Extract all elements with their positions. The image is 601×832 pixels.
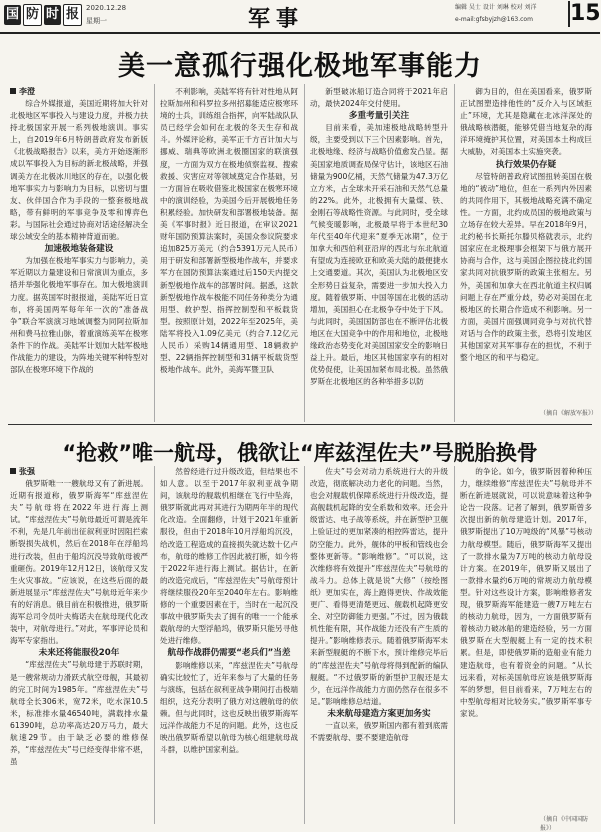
article2-source-credit: （摘自《中国国防报》） xyxy=(540,816,589,832)
article2-column-1 xyxy=(10,478,148,824)
paragraph: 综合外媒报道，美国近期将加大针对北极地区军事投入与建设力度，并极力扶持北极国家开展一系列极地演训。事实上，自2019年6月特朗普政府发布新版《北极战略报告》以来，美方开始逐渐形成以军事投入为目标的新北极战略，并强调美方在北极冰川地区的存在，以强化极地军事实力与影响力为目标，以密切与盟友、伙伴国合作为手段的一整套极地战略，带有鲜明的军事竞争及零和博弈色彩。与国际社会通过协商对话途径解决全球公域安全的基本精神背道而驰。 xyxy=(10,99,148,242)
bullet-square-icon xyxy=(10,88,16,94)
article2-column-2 xyxy=(160,466,298,824)
section-title: 军事 xyxy=(248,6,305,32)
article1-subheading-3: 执行效果仍存疑 xyxy=(495,159,557,170)
paragraph: 目前来看，美加速极地战略转型升级，主要受到以下三个因素影响。首先，北极地缘、经济与战略价值愈发凸显。据美国家地质调查局保守估计，该地区石油储量为900亿桶，天然气储量为47.3万亿立方米，占全球未开采石油和天然气总量的22%。此外，北极拥有大量煤、铁、金刚石等战略性资源。与此同时，受全球气候变暖影响，北极最早将于本世纪30年代至40年代迎来“夏季无冰期”，位于加拿大和西伯利亚沿岸的西北与东北航道有望成为连接欧亚和欧美大陆的最便捷水上交通要道。其次，美国认为北极地区安全形势日益复杂，需要进一步加大投入力度。随着俄罗斯、中国等国在北极的活动增加，美国担心在北极争夺中处于下风。与此同时，美国国防部也在不断评估北极地区在大国竞争中的作用和地位，北极地缘政治态势变化对美国国家安全的影响日益上升。最后，地区其他国家享有的相对优势促使，让美国加紧布局北极。虽然俄罗斯在北极地区的各种举措多以防 xyxy=(310,123,448,387)
section-divider xyxy=(8,424,592,425)
article1-headline: 美一意孤行强化极地军事能力 xyxy=(118,51,482,82)
paragraph: 佐夫”号会对动力系统进行大的升级改造，彻底解决动力老化的问题。当然，也会对舰载机保障系统进行升级改造，提高舰载机起降的安全系数和效率。还会升级雷达、电子战等系统，并在新型护卫舰上验证过的更加紧凑的相控阵雷达，提升防空能力。此外，舰体的甲板和管线也会整体更新等。“影响维修”。“可以说，这次维修将有效提升“库兹涅佐夫”号航母的战斗力。总体上就是说“大修”（按绘图纸）更加实在，海上跑得更快、作战效能更广、看得更清楚更远、舰载机起降更安全、对空防御能力更强。”不过，因为俄载机性能有限，其作战能力还没有产生质的提升。”影响维修表示。随着俄罗斯海军未来新型舰艇的不断下水，预计维修完毕后的“库兹涅佐夫”号航母将得到配新的编队舰艇。“不过俄罗斯的新型护卫舰还是太少，在远洋作战能力方面仍然存在很多不足。”影响维修总结道。 xyxy=(310,467,448,706)
article2-headline: “抢救”唯一航母，俄欲让“库兹涅佐夫”号脱胎换骨 xyxy=(62,441,538,465)
paragraph: 御为目的，但在美国看来，俄罗斯正试图塑造排他性的“反介入与区域拒止”环境，尤其是隐藏在北冰洋深处的俄战略核潜艇，能够凭借当地复杂的海洋环境掩护其位置，对美国本土构成巨大威胁，对美国本土实施突袭。 xyxy=(460,87,592,157)
article2-subheading-3: 未来航母建造方案更加务实 xyxy=(327,708,431,719)
editor-credits: 编辑 吴士 设计 刘琳 校对 刘洋 xyxy=(455,4,537,11)
editor-email: e-mail:gfsbyjzh@163.com xyxy=(455,16,533,23)
article1-column-2 xyxy=(160,86,298,418)
article1-byline xyxy=(10,86,35,97)
logo-char: 国 xyxy=(4,5,21,25)
paragraph: 为加强在极地军事实力与影响力，美军近期以力量建设和日常演训为重点，多措并举强化极地军事存在。加大极地演训力度。据英国军时报报道，美陆军近日宣布，将美国两军每年年一次的“准备战争”联合军演演习地域调整为同阿拉斯加州和费马拉雅山脉，着重演练美军在极寒条件下的作战。美陆军计划加大陆军极地作战能力的建设，为阵地关键军种特型对部队在极寒环境下作战的 xyxy=(10,256,148,375)
paragraph: 的争论。如今，俄罗斯因着种种压力，继续维修“库兹涅佐夫”号航母并不断在新进展就说，可以说意味着这种争论告一段落。记者了解到，俄罗斯曾多次提出新的航母建造计划。2017年，俄罗斯提出了10万吨级的“风暴”号核动力航母模型。随后，俄罗斯海军又提出了一款排水量为7万吨的核动力航母设计方案。在2019年，俄罗斯又展出了一款排水量约6万吨的常规动力航母模型。针对这些设计方案，影响维修者发现，俄罗斯海军能建造一艘7万吨左右的核动力航母，因为，一方面俄罗斯有着核动力破冰船的建造经验，另一方面俄罗斯在大型舰艇上有一定的技术积累。但是，即使俄罗斯的造船业有能力建造航母，也有着资金的问题。“从长远来看，对标美国航母应该是俄罗斯海军的梦想，但目前看来，7万吨左右的中型航母相对比较务实。”俄罗斯军事专家说。 xyxy=(460,467,592,718)
article2-author: 张强 xyxy=(19,467,35,476)
article1-column-4 xyxy=(460,86,592,404)
paragraph: 新型破冰船订造合同将于2021年启动，最快2024年交付使用。 xyxy=(310,87,448,109)
paragraph: 尽管特朗普政府试图扭转美国在极地的“被动”地位，但在一系列内外因素的共同作用下，其极地战略充满不确定性。一方面，北约成员国的极地政策与立场存在较大差异。早在2018年9月，北约秘书长斯托尔滕贝格就表示，北约国家应在北极理事会框架下与俄方展开协商与合作，这与美国企图拉拢北约国家共同对抗俄罗斯的政策主张相左。另外，美国和加拿大在西北航道主权归属问题上存在严重分歧，势必对美国在北极地区的长期合作造成不利影响。另一方面，美国片面强调同竞争与对抗代替对话与合作的政策主张，恐将引发地区其他国家对其军事存在的担忧，不利于整个地区的和平与稳定。 xyxy=(460,171,592,363)
article2-column-3 xyxy=(310,466,448,824)
paragraph: 一直以来，俄罗斯国内都有着到底需不需要航母、要不要建造航母 xyxy=(310,720,448,743)
column-divider xyxy=(304,84,305,422)
article1-subheading-1: 加速极地装备建设 xyxy=(44,244,114,255)
paragraph: 影响维修以来，“库兹涅佐夫”号航母确实比较忙了，近年来参与了大量的任务与演练，包括在叙利亚战争期间打击极端组织，这充分表明了俄方对这艘航母的依赖。但与此同时，这也反映出俄罗斯海军远洋作战能力不足的问题。此外，这也反映出俄罗斯希望以航母为核心组建航母战斗群，以维护国家利益。 xyxy=(160,660,298,755)
logo-char: 报 xyxy=(63,4,82,26)
page-number: 15 xyxy=(570,1,601,26)
issue-weekday: 星期一 xyxy=(86,17,107,25)
column-divider xyxy=(454,84,455,422)
column-divider xyxy=(154,84,155,422)
article1-source-credit: （摘自《解放军报》） xyxy=(540,410,598,417)
masthead xyxy=(0,0,600,34)
paragraph: 俄罗斯唯一一艘航母又有了新进展。近期有报道称，俄罗斯海军“库兹涅佐夫”号航母将在2022年进行海上测试。“库兹涅佐夫”号航母最近可谓是流年不利，先是几年前出征叙利亚时因阻拦索断裂损失战机，然后在2018年在浮船坞进行改装，但由于船坞沉没导致航母被严重砸伤。2019年12月12日，该航母又发生火灾事故。“应该说，在这些后面的最新进展显示“库兹涅佐夫”号航母近年来少有的好消息。俄目前在积极推进，俄罗斯海军总司令员叶夫梅诺夫在航母现代化改装中，对航母进行。”对此，军事评论员和海军专家指出。 xyxy=(10,479,148,646)
newspaper-logo xyxy=(4,3,82,27)
column-divider xyxy=(454,466,455,824)
article2-subheading-1: 未来还将能服役20年 xyxy=(38,648,120,659)
article1-column-3 xyxy=(310,86,448,418)
article1-author: 李澄 xyxy=(19,87,35,96)
logo-char: 防 xyxy=(23,4,42,26)
article1-subheading-2: 多重考量引关注 xyxy=(348,111,410,122)
article2-subheading-2: 航母作战群仍需要“老兵们”当差 xyxy=(167,648,291,659)
bullet-square-icon xyxy=(10,468,16,474)
column-divider xyxy=(304,466,305,824)
issue-date: 2020.12.28 xyxy=(86,4,127,12)
paragraph: 然曾经进行过升级改造，但结果也不如人意。以至于2017年叙利亚战争期间，该航母的舰载机相继在飞行中坠海，俄罗斯就此再对其进行为期两年半的现代化改造。全面翻修，计划于2021年重新服役，但由于2018年10月浮船坞沉没，给改造工程造成的直接损失就达数十亿卢布，航母的维修工作因此被打断，如今将于2022年进行海上测试。据估计，在新的改造完成后，“库兹涅佐夫”号航母预计将继续服役20年至2040年左右。影响维修的一个重要因素在于，当时在一起沉没事故中俄罗斯失去了拥有的唯一一个能承载航母的大型浮船坞，俄罗斯只能另寻他处进行维修。 xyxy=(160,467,298,646)
article2-column-4 xyxy=(460,466,592,812)
article2-byline xyxy=(10,466,35,477)
logo-char: 时 xyxy=(44,5,61,25)
column-divider xyxy=(154,466,155,824)
paragraph: “库兹涅佐夫”号航母建于苏联时期，是一艘常规动力滑跃式航空母舰，其最初的完工时间为1985年。“库兹涅佐夫”号航母全长306米，宽72米，吃水深10.5米，标准排水量46540吨，满载排水量61390吨，总功率高达20万马力，最大航速29节。由于缺乏必要的维修保养，“库兹涅佐夫”号已经变得非常不堪，虽 xyxy=(10,660,148,767)
paragraph: 不利影响，美陆军将有针对性地从阿拉斯加州和科罗拉多州招募能适应极寒环境的士兵，训练组合指挥，向军陆战队队员已经学会如何在北极的冬天生存和战斗。外媒评论称，美军正千方百计加大与挪威、瑞典等欧洲北极圈国家的联演强度，一方面为双方在极地侦察监视、搜索救援、灾害应对等领域奠定合作基础，另一方面旨在吸收借鉴北极国家在极寒环境中的演训经验，为美国今后开展极地任务积累经验。加快研发和部署极地装备。据美《军事时报》近日报道，在审议2021财年国防预算法案时，美国众参议院要求追加825万美元（约合5391万元人民币）用于研发和部署新型极地作战车，并要求军方在国防预算法案通过后150天内提交新型极地作战车的部署时间。据悉，这款新型极地作战车极能不同任务种类分为通用型、救护型、指挥控制型和平板载货型。按照原计划，2022年至2025年，美陆军将投入1.09亿美元（约合7.12亿元人民币）采购14辆通用型、18辆救护型、22辆指挥控制型和31辆平板载货型极地作战车。此外，美海军暨卫队 xyxy=(160,87,298,375)
article1-column-1 xyxy=(10,98,148,418)
